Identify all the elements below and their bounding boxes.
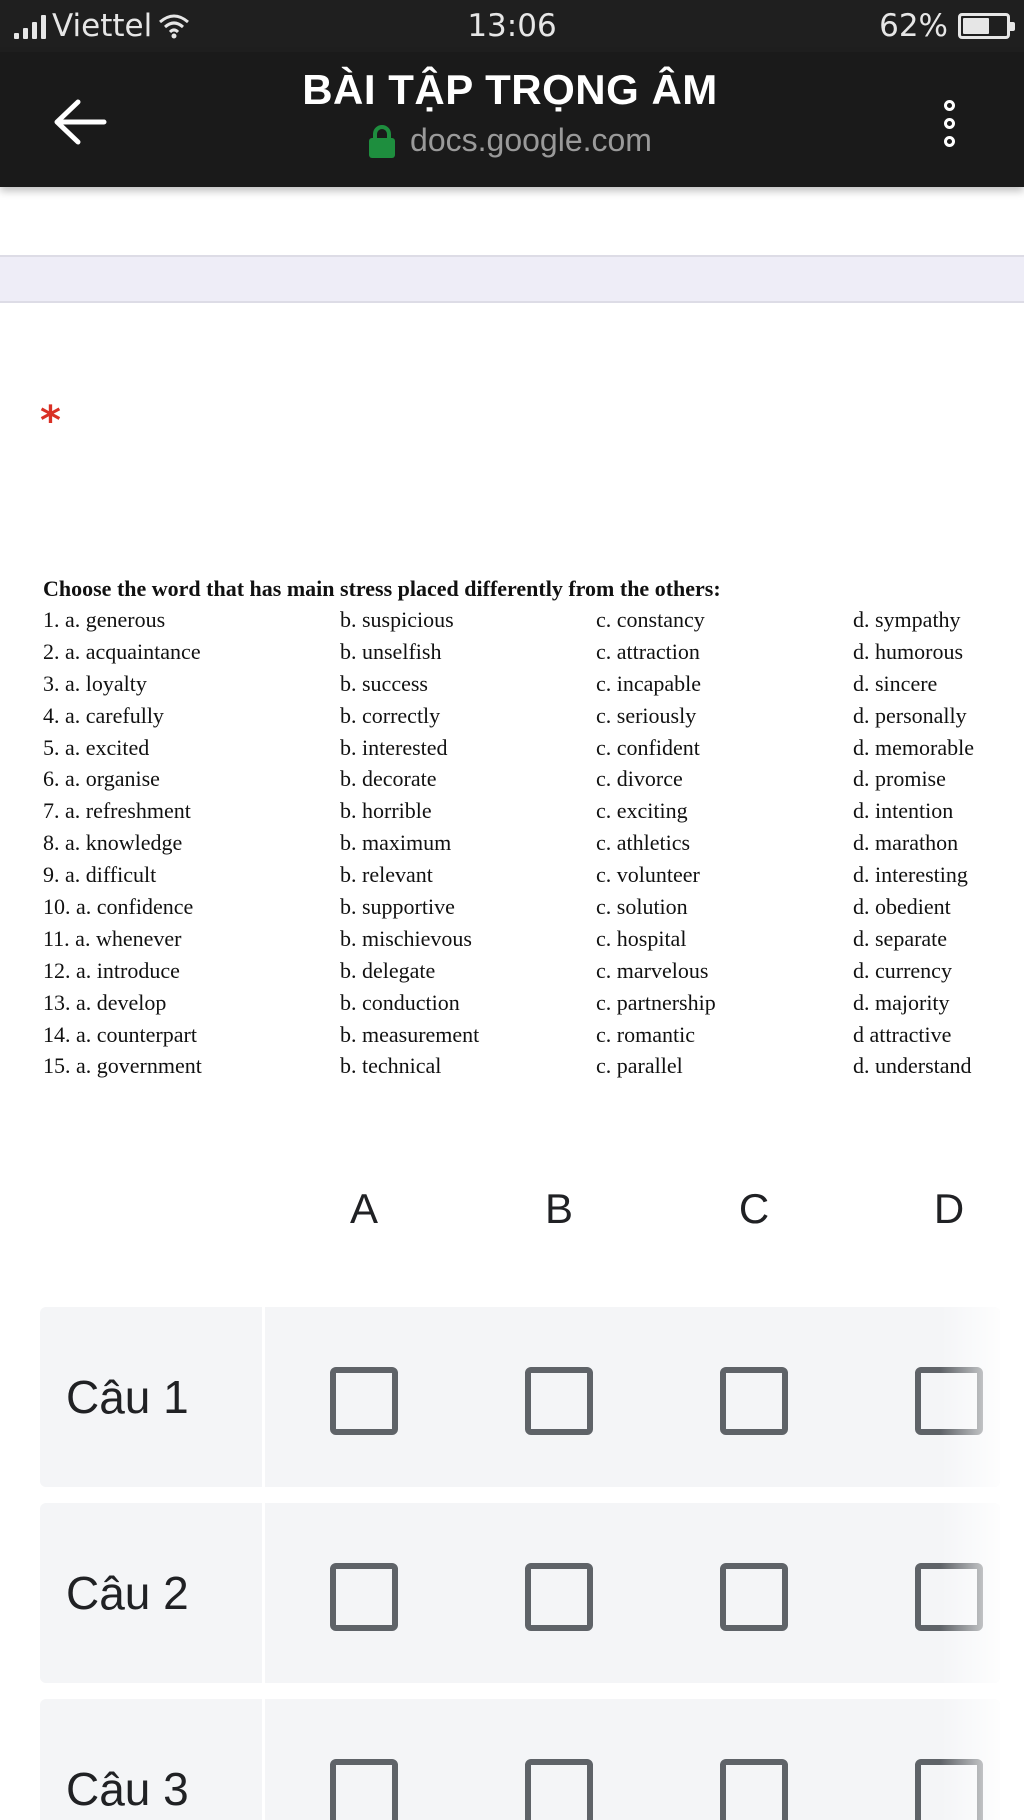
exercise-row: [43, 1019, 1013, 1051]
grid-row-3: [40, 1699, 1000, 1820]
exercise-option: 6. a. organise: [43, 766, 160, 792]
exercise-option: b. success: [340, 670, 428, 696]
exercise-option: c. seriously: [596, 702, 697, 728]
exercise-option: b. mischievous: [340, 925, 472, 951]
grid-row-2: [40, 1503, 1000, 1683]
exercise-option: b. relevant: [340, 862, 433, 888]
exercise-option: 13. a. develop: [43, 989, 167, 1015]
question-image: [43, 574, 1013, 1082]
row-divider: [262, 1503, 265, 1683]
exercise-row: [43, 795, 1013, 827]
exercise-row: [43, 891, 1013, 923]
exercise-option: b. decorate: [340, 766, 437, 792]
required-marker: *: [40, 398, 61, 444]
exercise-option: d attractive: [853, 1021, 952, 1047]
exercise-option: 5. a. excited: [43, 734, 150, 760]
battery-percent: 62%: [879, 8, 948, 44]
exercise-option: c. attraction: [596, 638, 700, 664]
checkbox-b[interactable]: [525, 1367, 593, 1435]
exercise-option: b. unselfish: [340, 638, 442, 664]
exercise-option: 8. a. knowledge: [43, 830, 183, 856]
checkbox-d[interactable]: [915, 1563, 983, 1631]
exercise-row: [43, 700, 1013, 732]
exercise-row: [43, 732, 1013, 764]
dot-icon: [944, 100, 955, 111]
dot-icon: [944, 118, 955, 129]
status-right: [879, 8, 1010, 44]
status-bar: [0, 0, 1024, 52]
exercise-option: d. majority: [853, 989, 950, 1015]
exercise-option: c. partnership: [596, 989, 716, 1015]
exercise-option: 7. a. refreshment: [43, 798, 191, 824]
column-header-b: B: [544, 1185, 573, 1232]
more-options-button[interactable]: [914, 88, 984, 158]
grid-row-1: [40, 1307, 1000, 1487]
checkbox-d[interactable]: [915, 1759, 983, 1820]
exercise-option: d. humorous: [853, 638, 963, 664]
exercise-option: c. volunteer: [596, 862, 700, 888]
exercise-row: [43, 636, 1013, 668]
row-label: Câu 3: [66, 1763, 189, 1815]
column-header-d: D: [933, 1185, 965, 1232]
checkbox-a[interactable]: [330, 1563, 398, 1631]
lock-icon: [368, 124, 396, 158]
exercise-option: b. measurement: [340, 1021, 480, 1047]
exercise-instructions: Choose the word that has main stress placed differently from the others:: [43, 576, 721, 601]
exercise-row: [43, 859, 1013, 891]
carrier-name: Viettel: [52, 8, 153, 44]
exercise-option: 4. a. carefully: [43, 702, 164, 728]
exercise-row: [43, 827, 1013, 859]
exercise-option: b. delegate: [340, 957, 436, 983]
exercise-option: 11. a. whenever: [43, 925, 182, 951]
exercise-option: 14. a. counterpart: [43, 1021, 197, 1047]
row-label: Câu 1: [66, 1371, 189, 1423]
exercise-option: b. suspicious: [340, 607, 454, 632]
exercise-option: 3. a. loyalty: [43, 670, 147, 696]
exercise-option: c. exciting: [596, 798, 688, 824]
dot-icon: [944, 136, 955, 147]
exercise-option: 12. a. introduce: [43, 957, 180, 983]
checkbox-d[interactable]: [915, 1367, 983, 1435]
exercise-option: b. maximum: [340, 830, 452, 856]
exercise-option: c. marvelous: [596, 957, 709, 983]
exercise-option: 15. a. government: [43, 1053, 202, 1079]
exercise-option: d. memorable: [853, 734, 974, 760]
exercise-option: 2. a. acquaintance: [43, 638, 201, 664]
exercise-list: [43, 604, 1013, 1082]
clock: 13:06: [467, 8, 557, 44]
exercise-option: d. intention: [853, 798, 954, 824]
battery-icon: [958, 13, 1010, 39]
exercise-option: c. divorce: [596, 766, 683, 792]
app-bar: [0, 52, 1024, 187]
exercise-row: [43, 763, 1013, 795]
exercise-row: [43, 668, 1013, 700]
exercise-row: [43, 1050, 1013, 1082]
row-divider: [262, 1307, 265, 1487]
exercise-option: c. athletics: [596, 830, 691, 856]
exercise-option: c. incapable: [596, 670, 702, 696]
row-divider: [262, 1699, 265, 1820]
exercise-option: 9. a. difficult: [43, 862, 157, 888]
exercise-option: d. marathon: [853, 830, 959, 856]
exercise-option: b. correctly: [340, 702, 441, 728]
exercise-option: c. constancy: [596, 607, 705, 632]
exercise-option: b. supportive: [340, 894, 455, 920]
exercise-row: [43, 987, 1013, 1019]
checkbox-c[interactable]: [720, 1367, 788, 1435]
exercise-option: d. understand: [853, 1053, 972, 1079]
exercise-option: b. technical: [340, 1053, 442, 1079]
exercise-option: c. hospital: [596, 925, 687, 951]
exercise-option: d. personally: [853, 702, 967, 728]
exercise-option: c. confident: [596, 734, 700, 760]
page-title: BÀI TẬP TRỌNG ÂM: [302, 66, 718, 113]
title-block: [160, 66, 860, 162]
exercise-option: d. sincere: [853, 670, 938, 696]
checkbox-b[interactable]: [525, 1563, 593, 1631]
exercise-option: b. conduction: [340, 989, 460, 1015]
exercise-option: d. interesting: [853, 862, 968, 888]
exercise-option: d. sympathy: [853, 607, 961, 632]
exercise-row: [43, 923, 1013, 955]
exercise-option: d. promise: [853, 766, 946, 792]
exercise-option: b. horrible: [340, 798, 432, 824]
exercise-option: c. parallel: [596, 1053, 683, 1079]
exercise-option: 1. a. generous: [43, 607, 166, 632]
exercise-option: b. interested: [340, 734, 448, 760]
checkbox-c[interactable]: [720, 1759, 788, 1820]
section-header-band: [0, 255, 1024, 303]
exercise-option: c. romantic: [596, 1021, 695, 1047]
checkbox-a[interactable]: [330, 1759, 398, 1820]
exercise-option: d. separate: [853, 925, 948, 951]
exercise-row: [43, 955, 1013, 987]
row-label: Câu 2: [66, 1567, 189, 1619]
exercise-option: 10. a. confidence: [43, 894, 194, 920]
exercise-row: [43, 604, 1013, 636]
exercise-option: d. obedient: [853, 894, 951, 920]
grid-column-headers: [0, 1185, 1024, 1245]
url-line[interactable]: [368, 122, 652, 159]
page-url: docs.google.com: [410, 122, 652, 158]
checkbox-a[interactable]: [330, 1367, 398, 1435]
back-button[interactable]: [40, 82, 120, 162]
column-header-a: A: [349, 1185, 378, 1232]
checkbox-c[interactable]: [720, 1563, 788, 1631]
exercise-option: c. solution: [596, 894, 688, 920]
back-arrow-icon: [52, 97, 108, 147]
exercise-option: d. currency: [853, 957, 952, 983]
checkbox-b[interactable]: [525, 1759, 593, 1820]
column-header-c: C: [738, 1185, 770, 1232]
